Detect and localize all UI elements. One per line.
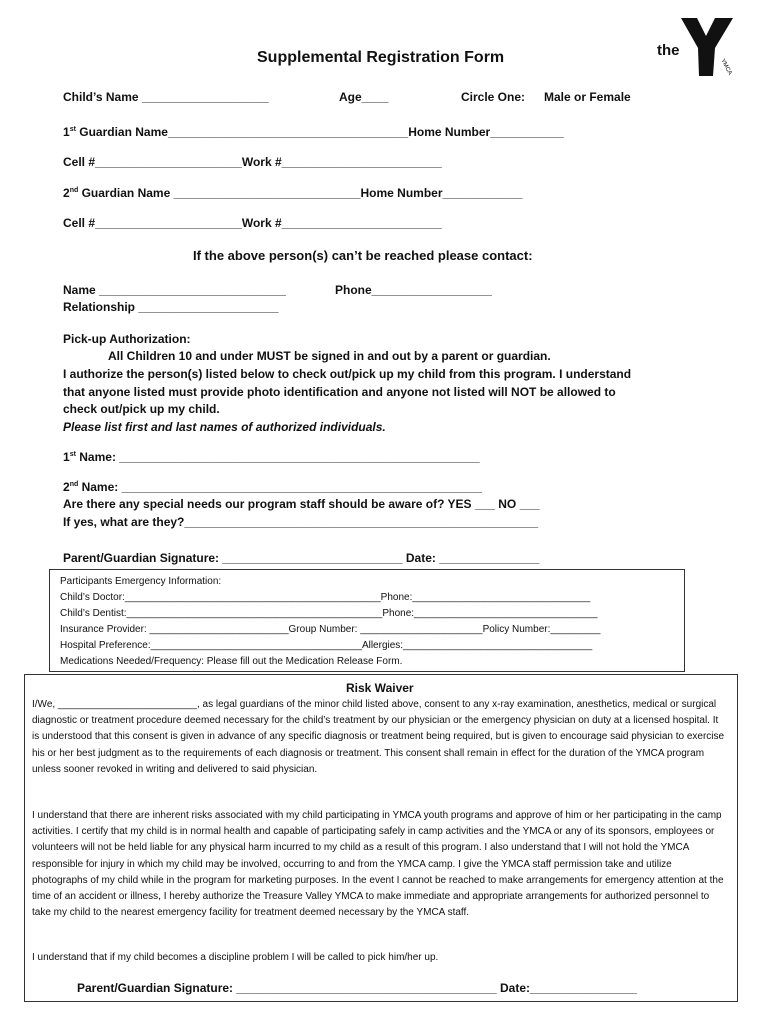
authorized-name-1-field[interactable]	[63, 450, 480, 464]
guardian2-name-field[interactable]	[63, 186, 523, 200]
pickup-text-line: that anyone listed must provide photo identification and anyone not listed will NOT be allowed to	[63, 385, 616, 399]
guardian1-name-field[interactable]	[63, 125, 564, 139]
medications-note: Medications Needed/Frequency: Please fill out the Medication Release Form.	[60, 656, 403, 667]
guardian2-ordinal: 2	[63, 186, 70, 200]
name1-label: Name: ______________________________________________________	[75, 450, 480, 464]
insurance-field[interactable]: Insurance Provider: _________________________Group Number: ______________________Policy Number:_________	[60, 624, 601, 635]
guardian1-cell-work-field[interactable]: Cell #______________________Work #________________________	[63, 155, 442, 169]
dentist-phone-field[interactable]: Child’s Dentist:______________________________________________Phone:_________________________________	[60, 608, 598, 619]
special-needs-detail-field[interactable]: If yes, what are they?_____________________________________________________	[63, 515, 539, 529]
hospital-allergies-field[interactable]: Hospital Preference:______________________________________Allergies:__________________________________	[60, 640, 593, 651]
name1-ordinal: 1	[63, 450, 70, 464]
circle-one-label: Circle One:	[461, 90, 526, 104]
logo-the-text: the	[657, 42, 680, 59]
guardian1-ordinal-suffix: st	[69, 126, 76, 133]
doctor-phone-field[interactable]: Child’s Doctor:______________________________________________Phone:________________________________	[60, 592, 591, 603]
guardian2-ordinal-suffix: nd	[69, 187, 79, 194]
special-needs-question[interactable]: Are there any special needs our program staff should be aware of? YES ___ NO ___	[63, 497, 540, 511]
waiver-paragraph-consent: I/We, _________________________, as legal guardians of the minor child listed above, consent to any x-ray examination, anesthetics, medical or surgical diagnostic or treatment procedure deemed necessary for the child’s treatment by our physician or the emergency physician on duty at a licensed hospital. It is understood that this consent is given in advance of any specific diagnosis or treatment being required, but is given to encourage said physician to exercise his or her best judgment as to the requirements of each diagnosis or treatment. This consent shall remain in effect for the duration of the YMCA program unless sooner revoked in writing and delivered to said physician.	[32, 699, 725, 775]
gender-options[interactable]: Male or Female	[544, 90, 631, 104]
parent-signature-date-field[interactable]: Parent/Guardian Signature: ___________________________ Date: _______________	[63, 551, 540, 565]
pickup-heading: Pick-up Authorization:	[63, 332, 191, 346]
waiver-signature-date-field[interactable]: Parent/Guardian Signature: _______________________________________ Date:________________	[77, 981, 637, 995]
name1-ordinal-suffix: st	[69, 451, 76, 458]
guardian2-name-label: Guardian Name ____________________________Home Number____________	[78, 186, 523, 200]
emergency-title: Participants Emergency Information:	[60, 576, 222, 587]
pickup-text-line: I authorize the person(s) listed below to check out/pick up my child from this program. I understand	[63, 367, 632, 381]
age-field[interactable]: Age____	[339, 90, 389, 104]
name2-label: Name: ______________________________________________________	[78, 480, 482, 494]
name2-ordinal: 2	[63, 480, 70, 494]
waiver-paragraph-discipline: I understand that if my child becomes a discipline problem I will be called to pick him/her up.	[32, 952, 439, 963]
child-name-field[interactable]: Child’s Name ___________________	[63, 90, 269, 104]
authorized-name-2-field[interactable]	[63, 480, 482, 494]
waiver-paragraph-risks: I understand that there are inherent risks associated with my child participating in YMCA youth programs and approve of him or her participating in the camp activities. I certify that my child is in normal health and capable of participating safely in camp activities and the YMCA or any of its sponsors, employees or volunteers will not be held liable for any physical harm incurred to my child as a result of this program. I also understand that I will not hold the YMCA responsible for injury in which my child may be involved, occurring to and from the YMCA camp. I give the YMCA staff permission take and utilize photographs of my child while in the program for marketing purposes. In the event I cannot be reached to make arrangements for emergency attention at the time of an accident or illness, I hereby authorize the Treasure Valley YMCA to make immediate and appropriate arrangements for authorized personnel to take my child to the nearest emergency facility for treatment deemed necessary by the YMCA staff.	[32, 810, 724, 919]
pickup-rule: All Children 10 and under MUST be signed in and out by a parent or guardian.	[108, 349, 551, 363]
name2-ordinal-suffix: nd	[69, 481, 79, 488]
guardian2-cell-work-field[interactable]: Cell #______________________Work #________________________	[63, 216, 442, 230]
waiver-title: Risk Waiver	[346, 681, 414, 695]
guardian1-ordinal: 1	[63, 125, 70, 139]
contact-relationship-field[interactable]: Relationship _____________________	[63, 300, 279, 314]
logo-ymca-text: YMCA	[719, 58, 733, 77]
pickup-text-line: check out/pick up my child.	[63, 402, 220, 416]
contact-phone-field[interactable]: Phone__________________	[335, 283, 492, 297]
ymca-logo	[655, 14, 743, 80]
guardian1-name-label: Guardian Name____________________________________Home Number___________	[75, 125, 564, 139]
contact-heading: If the above person(s) can’t be reached please contact:	[193, 248, 533, 263]
form-title: Supplemental Registration Form	[257, 49, 505, 66]
pickup-instruction: Please list first and last names of authorized individuals.	[63, 420, 386, 434]
contact-name-field[interactable]: Name ____________________________	[63, 283, 286, 297]
